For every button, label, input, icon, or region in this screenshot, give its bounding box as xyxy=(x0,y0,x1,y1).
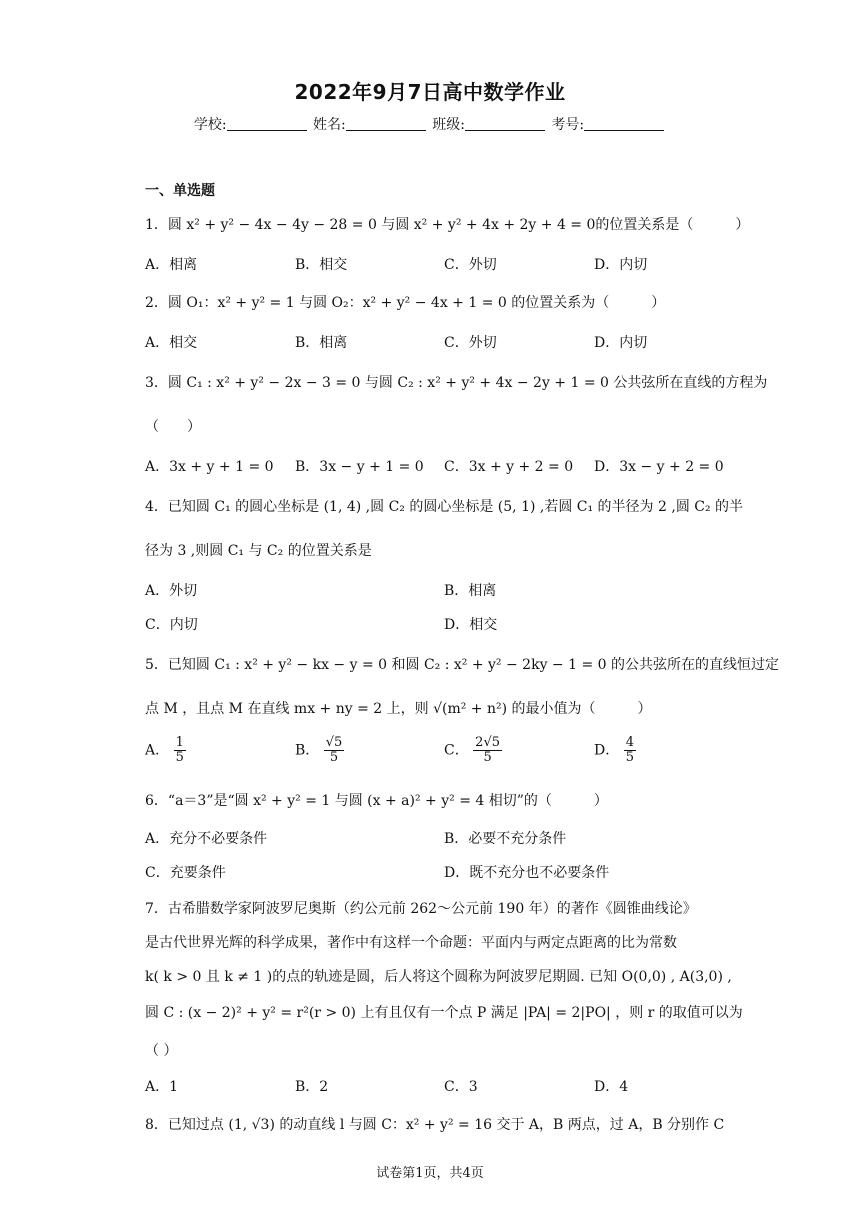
q1-option-c: C．外切 xyxy=(444,257,497,273)
q3-option-c: C．3x + y + 2 = 0 xyxy=(444,459,574,475)
question-2-text: 2．圆 O₁：x² + y² = 1 与圆 O₂：x² + y² − 4x + 1 = 0 的位置关系为（ ） xyxy=(145,295,666,311)
q3-option-d: D．3x − y + 2 = 0 xyxy=(594,459,724,475)
q7-option-b: B．2 xyxy=(295,1079,329,1095)
fraction-numerator: 1 xyxy=(175,735,184,750)
question-7-text-line2: 是古代世界光辉的科学成果，著作中有这样一个命题：平面内与两定点距离的比为常数 xyxy=(145,935,677,951)
class-blank xyxy=(465,116,545,131)
q5-option-a-label: A． xyxy=(145,742,170,759)
question-5-text-line2: 点 M ，且点 M 在直线 mx + ny = 2 上，则 √(m² + n²) 的最小值为（ ） xyxy=(145,701,652,717)
name-label: 姓名: xyxy=(313,117,346,133)
q5-option-c-fraction xyxy=(473,736,502,765)
fraction-denominator: 5 xyxy=(175,750,184,765)
q2-option-c: C．外切 xyxy=(444,335,497,351)
q4-option-d: D．相交 xyxy=(444,617,498,633)
q6-option-d: D．既不充分也不必要条件 xyxy=(444,865,610,881)
q5-option-d-fraction xyxy=(624,736,636,765)
question-8-text: 8．已知过点 (1, √3) 的动直线 l 与圆 C：x² + y² = 16 交于 A，B 两点，过 A，B 分别作 C xyxy=(145,1117,725,1133)
question-4-text-line2: 径为 3 ,则圆 C₁ 与 C₂ 的位置关系是 xyxy=(145,543,372,559)
q2-option-b: B．相离 xyxy=(295,335,348,351)
class-label: 班级: xyxy=(432,117,465,133)
question-1-text: 1．圆 x² + y² − 4x − 4y − 28 = 0 与圆 x² + y² + 4x + 2y + 4 = 0的位置关系是（ ） xyxy=(145,217,750,233)
fraction-denominator: 5 xyxy=(329,750,339,765)
question-7-text-line4: 圆 C : (x − 2)² + y² = r²(r > 0) 上有且仅有一个点 P 满足 |PA| = 2|PO| ，则 r 的取值可以为 xyxy=(145,1005,743,1021)
question-6-text: 6．“a＝3”是“圆 x² + y² = 1 与圆 (x + a)² + y² = 4 相切”的（ ） xyxy=(145,793,608,809)
question-5-text-line1: 5．已知圆 C₁ : x² + y² − kx − y = 0 和圆 C₂ : x² + y² − 2ky − 1 = 0 的公共弦所在的直线恒过定 xyxy=(145,657,780,673)
fraction-denominator: 5 xyxy=(625,750,634,765)
q7-option-d: D．4 xyxy=(594,1079,629,1095)
school-blank xyxy=(227,116,307,131)
section-heading: 一、单选题 xyxy=(145,183,215,199)
question-7-text-line3: k( k > 0 且 k ≠ 1 )的点的轨迹是圆，后人将这个圆称为阿波罗尼期圆. 已知 O(0,0) , A(3,0) , xyxy=(145,969,732,985)
q5-option-d xyxy=(594,736,636,765)
q5-option-a-fraction xyxy=(174,736,186,765)
student-info-row xyxy=(0,114,860,134)
q5-option-d-label: D． xyxy=(594,742,620,759)
q5-option-c xyxy=(444,736,502,765)
question-7-text-line5: （ ） xyxy=(145,1043,178,1059)
q5-option-b-label: B． xyxy=(295,742,320,759)
q5-option-a xyxy=(145,736,186,765)
fraction-numerator: 4 xyxy=(625,735,634,750)
question-3-text-line2: （ ） xyxy=(145,419,201,435)
q1-option-a: A．相离 xyxy=(145,257,198,273)
q5-option-b xyxy=(295,736,344,765)
q7-option-a: A．1 xyxy=(145,1079,179,1095)
fraction-numerator: √5 xyxy=(325,735,343,750)
q5-option-b-fraction xyxy=(324,736,345,765)
q7-option-c: C．3 xyxy=(444,1079,478,1095)
fraction-numerator: 2√5 xyxy=(475,735,500,750)
q2-option-d: D．内切 xyxy=(594,335,648,351)
school-label: 学校: xyxy=(193,117,227,133)
question-3-text-line1: 3．圆 C₁ : x² + y² − 2x − 3 = 0 与圆 C₂ : x² + y² + 4x − 2y + 1 = 0 公共弦所在直线的方程为 xyxy=(145,375,768,391)
q4-option-b: B．相离 xyxy=(444,583,497,599)
q6-option-c: C．充要条件 xyxy=(145,865,226,881)
page-footer: 试卷第1页，共4页 xyxy=(376,1166,484,1181)
q1-option-b: B．相交 xyxy=(295,257,348,273)
name-blank xyxy=(346,116,426,131)
question-7-text-line1: 7．古希腊数学家阿波罗尼奥斯（约公元前 262～公元前 190 年）的著作《圆锥曲线论》 xyxy=(145,901,697,917)
q1-option-d: D．内切 xyxy=(594,257,648,273)
q3-option-a: A．3x + y + 1 = 0 xyxy=(145,459,274,475)
q3-option-b: B．3x − y + 1 = 0 xyxy=(295,459,424,475)
number-blank xyxy=(584,116,664,131)
q2-option-a: A．相交 xyxy=(145,335,198,351)
q6-option-a: A．充分不必要条件 xyxy=(145,831,268,847)
q4-option-a: A．外切 xyxy=(145,583,198,599)
q5-option-c-label: C． xyxy=(444,742,469,759)
page-title: 2022年9月7日高中数学作业 xyxy=(294,80,566,104)
number-label: 考号: xyxy=(551,117,585,133)
q6-option-b: B．必要不充分条件 xyxy=(444,831,567,847)
q4-option-c: C．内切 xyxy=(145,617,198,633)
fraction-denominator: 5 xyxy=(483,750,492,765)
question-4-text-line1: 4．已知圆 C₁ 的圆心坐标是 (1, 4) ,圆 C₂ 的圆心坐标是 (5, 1) ,若圆 C₁ 的半径为 2 ,圆 C₂ 的半 xyxy=(145,499,744,515)
